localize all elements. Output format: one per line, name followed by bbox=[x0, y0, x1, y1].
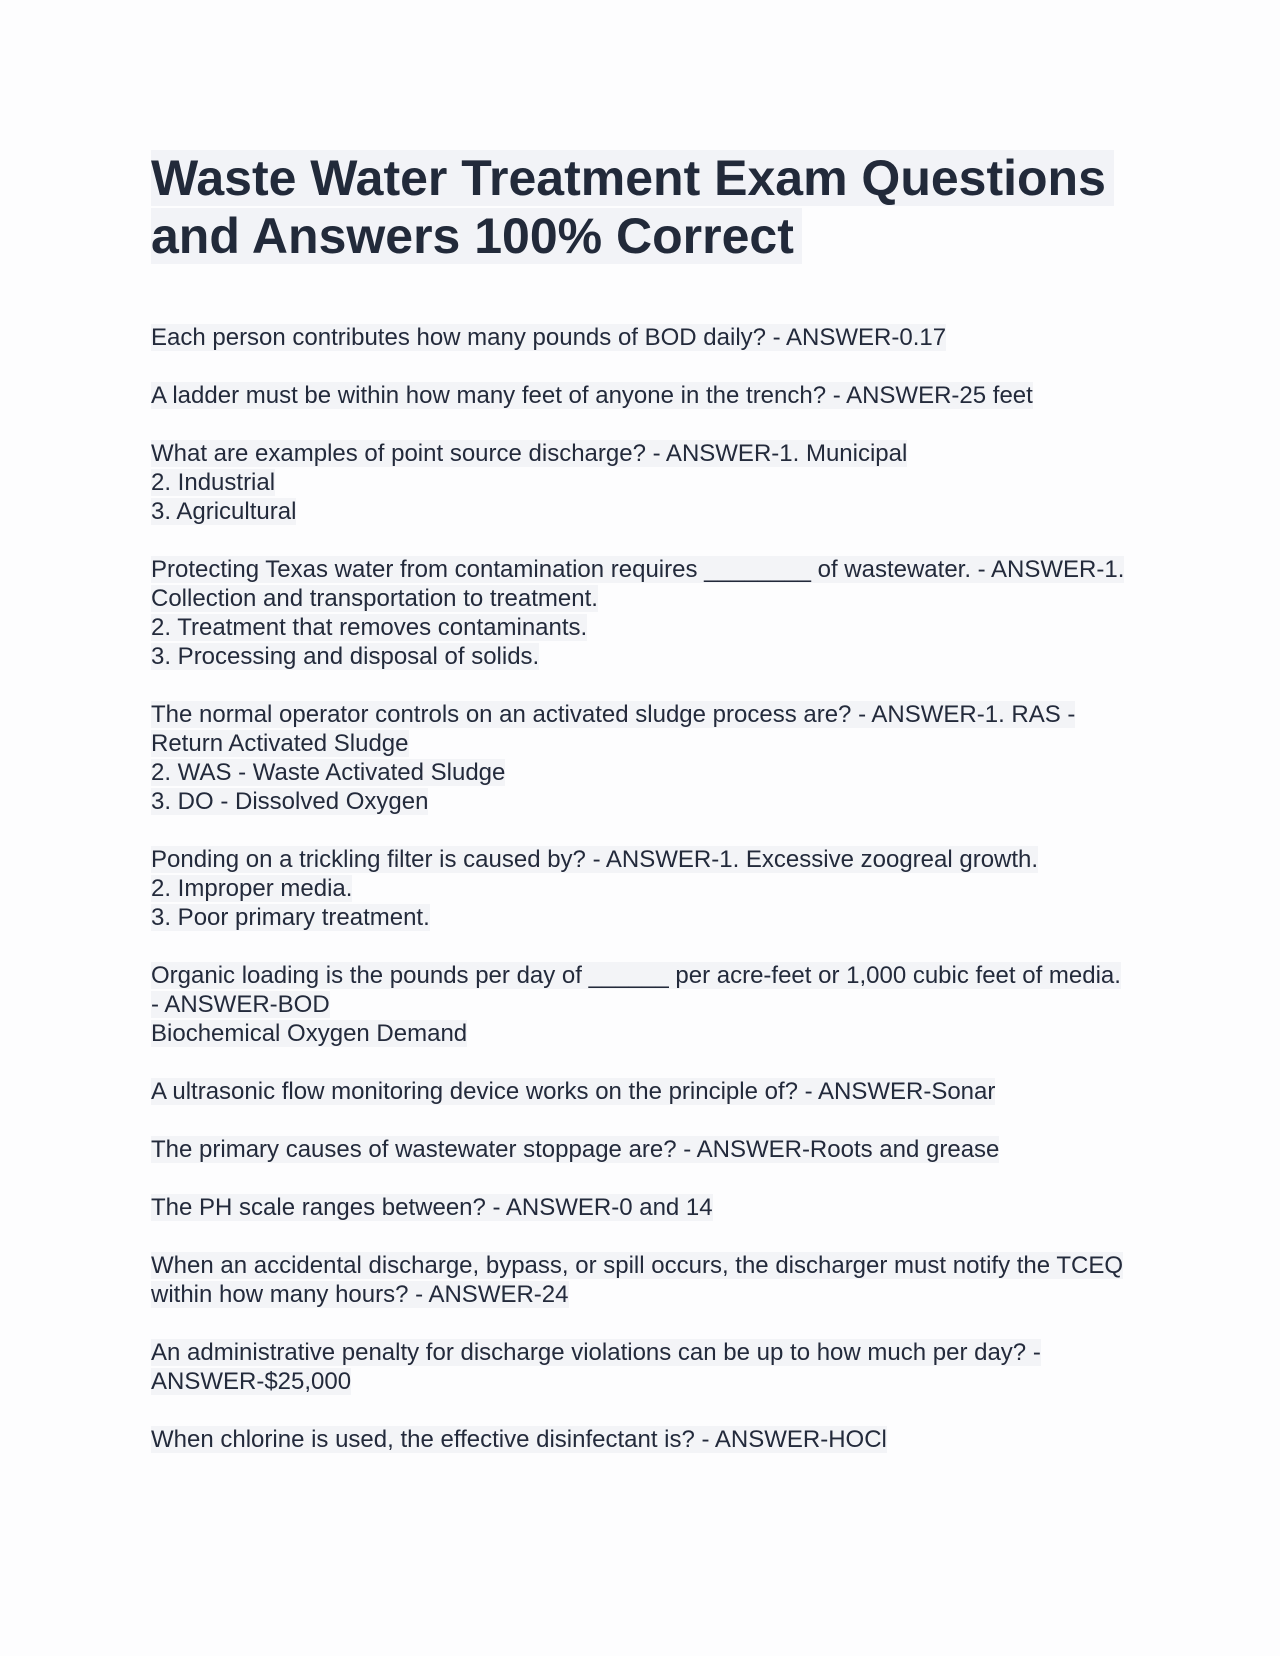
qa-item-text: When an accidental discharge, bypass, or spill occurs, the discharger must notify the TCEQ within how many hours? - ANSWER-24 bbox=[151, 1252, 1124, 1308]
qa-item-text: The PH scale ranges between? - ANSWER-0 and 14 bbox=[151, 1194, 713, 1221]
document-title-text: Waste Water Treatment Exam Questions and Answers 100% Correct bbox=[151, 150, 1114, 264]
qa-item bbox=[151, 1251, 1131, 1309]
qa-item bbox=[151, 700, 1131, 816]
qa-item bbox=[151, 323, 1131, 352]
document-title bbox=[151, 149, 1131, 265]
document-page bbox=[151, 149, 1131, 1483]
qa-item bbox=[151, 1135, 1131, 1164]
qa-item-text: An administrative penalty for discharge violations can be up to how much per day? - ANSWER-$25,000 bbox=[151, 1339, 1041, 1395]
qa-item bbox=[151, 555, 1131, 671]
qa-item-text: The normal operator controls on an activated sludge process are? - ANSWER-1. RAS - Return Activated Sludge 2. WAS - Waste Activated Sludge 3. DO - Dissolved Oxygen bbox=[151, 701, 1076, 815]
qa-item-text: When chlorine is used, the effective disinfectant is? - ANSWER-HOCl bbox=[151, 1426, 887, 1453]
qa-item-text: Ponding on a trickling filter is caused by? - ANSWER-1. Excessive zoogreal growth. 2. Improper media. 3. Poor primary treatment. bbox=[151, 846, 1039, 931]
qa-item-text: What are examples of point source discharge? - ANSWER-1. Municipal 2. Industrial 3. Agricultural bbox=[151, 440, 908, 525]
qa-item bbox=[151, 845, 1131, 932]
qa-item-text: Each person contributes how many pounds of BOD daily? - ANSWER-0.17 bbox=[151, 324, 947, 351]
qa-item-text: The primary causes of wastewater stoppage are? - ANSWER-Roots and grease bbox=[151, 1136, 1000, 1163]
qa-item-text: Protecting Texas water from contamination requires ________ of wastewater. - ANSWER-1. Collection and transportation to treatment. 2. Treatment that removes contaminants. 3. Processing and disposal of solids. bbox=[151, 556, 1125, 670]
qa-item bbox=[151, 1425, 1131, 1454]
qa-item bbox=[151, 961, 1131, 1048]
qa-list bbox=[151, 323, 1131, 1454]
qa-item bbox=[151, 1077, 1131, 1106]
qa-item bbox=[151, 1193, 1131, 1222]
qa-item bbox=[151, 439, 1131, 526]
qa-item-text: A ultrasonic flow monitoring device works on the principle of? - ANSWER-Sonar bbox=[151, 1078, 996, 1105]
qa-item bbox=[151, 381, 1131, 410]
qa-item-text: Organic loading is the pounds per day of ______ per acre-feet or 1,000 cubic feet of media. - ANSWER-BOD Biochemical Oxygen Demand bbox=[151, 962, 1121, 1047]
qa-item bbox=[151, 1338, 1131, 1396]
qa-item-text: A ladder must be within how many feet of anyone in the trench? - ANSWER-25 feet bbox=[151, 382, 1033, 409]
